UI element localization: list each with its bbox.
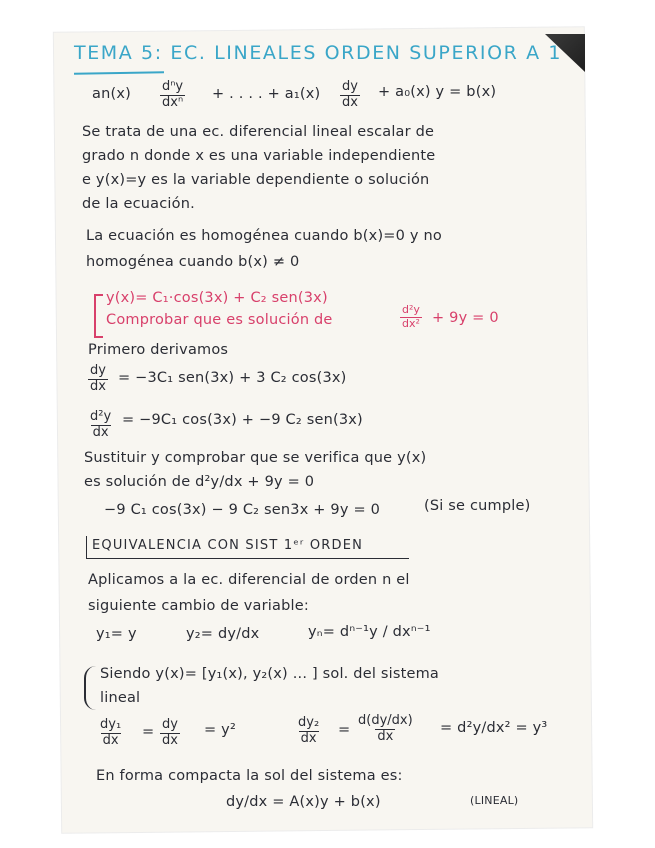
example-bracket [94, 294, 103, 338]
paragraph2-line: homogénea cuando b(x) ≠ 0 [86, 254, 300, 270]
var-y1: y₁= y [96, 626, 137, 642]
apply-line: Aplicamos a la ec. diferencial de orden n el [88, 572, 410, 588]
paragraph1-line: e y(x)=y es la variable dependiente o solución [82, 172, 430, 188]
example-tail: + 9y = 0 [432, 310, 499, 326]
eq-middle: + . . . . + a₁(x) [212, 86, 321, 102]
eq-fraction-den: dxⁿ [162, 94, 184, 110]
deriv1-fraction [88, 364, 108, 395]
substitute-line: es solución de d²y/dx + 9y = 0 [84, 474, 315, 490]
sys-num: d(dy/dx) [358, 713, 413, 728]
eq-fraction-dy [340, 80, 360, 111]
deriv2-den: dx [92, 424, 109, 440]
eq-fraction-dny [160, 80, 185, 111]
siendo-paren [84, 666, 98, 710]
deriv2-num: d²y [90, 409, 112, 424]
eq-fraction-num: dⁿy [162, 79, 184, 94]
sys-fraction-dy1 [98, 718, 123, 749]
sys-fraction-ddy [356, 714, 415, 745]
check-line: −9 C₁ cos(3x) − 9 C₂ sen3x + 9y = 0 [104, 502, 381, 518]
sys-eq2-tail: = d²y/dx² = y³ [440, 720, 548, 736]
example-solution: y(x)= C₁·cos(3x) + C₂ sen(3x) [106, 290, 328, 306]
sys-num: dy₁ [100, 717, 122, 732]
paragraph1-line: de la ecuación. [82, 196, 195, 212]
deriv2-fraction [88, 410, 113, 441]
sys-fraction-dy2 [296, 716, 321, 747]
deriv1-den: dx [90, 378, 106, 394]
siendo-line: Siendo y(x)= [y₁(x), y₂(x) ... ] sol. del sistema [100, 666, 440, 682]
compact-equation: dy/dx = A(x)y + b(x) [226, 794, 381, 810]
example-fraction-den: dx² [402, 316, 420, 330]
eq-an: an(x) [92, 86, 131, 102]
deriv2-rhs: = −9C₁ cos(3x) + −9 C₂ sen(3x) [122, 412, 363, 428]
eq-tail: + a₀(x) y = b(x) [378, 84, 497, 100]
sys-eq-sign: = [142, 724, 155, 740]
var-y2: y₂= dy/dx [186, 626, 260, 642]
paragraph2-line: La ecuación es homogénea cuando b(x)=0 y no [86, 228, 442, 244]
sys-den: dx [102, 732, 119, 748]
sys-den: dx [162, 732, 178, 748]
compact-line: En forma compacta la sol del sistema es: [96, 768, 403, 784]
apply-line: siguiente cambio de variable: [88, 598, 309, 614]
var-yn: yₙ= dⁿ⁻¹y / dxⁿ⁻¹ [308, 624, 431, 640]
deriv1-num: dy [90, 363, 106, 378]
example-fraction-num: d²y [402, 303, 420, 316]
check-note: (Si se cumple) [424, 498, 531, 514]
siendo-line: lineal [100, 690, 141, 706]
sys-eq-sign: = [338, 722, 351, 738]
sys-eq1-tail: = y² [204, 722, 236, 738]
paragraph1-line: grado n donde x es una variable independiente [82, 148, 436, 164]
paragraph1-line: Se trata de una ec. diferencial lineal escalar de [82, 124, 435, 140]
eq-fraction-num: dy [342, 79, 358, 94]
sys-fraction-dy [160, 718, 180, 749]
compact-note: (LINEAL) [470, 794, 519, 807]
sys-num: dy₂ [298, 715, 320, 730]
eq-fraction-den: dx [342, 94, 358, 110]
sys-den: dx [377, 728, 394, 744]
sys-num: dy [162, 717, 178, 732]
page-title: TEMA 5: EC. LINEALES ORDEN SUPERIOR A 1 [74, 42, 563, 64]
sys-den: dx [300, 730, 317, 746]
section-title: EQUIVALENCIA CON SIST 1ᵉʳ ORDEN [92, 538, 364, 553]
example-fraction-d2y [400, 304, 422, 330]
substitute-line: Sustituir y comprobar que se verifica que y(x) [84, 450, 427, 466]
deriv1-rhs: = −3C₁ sen(3x) + 3 C₂ cos(3x) [118, 370, 347, 386]
derive-intro: Primero derivamos [88, 342, 229, 358]
example-instruction: Comprobar que es solución de [106, 312, 333, 328]
